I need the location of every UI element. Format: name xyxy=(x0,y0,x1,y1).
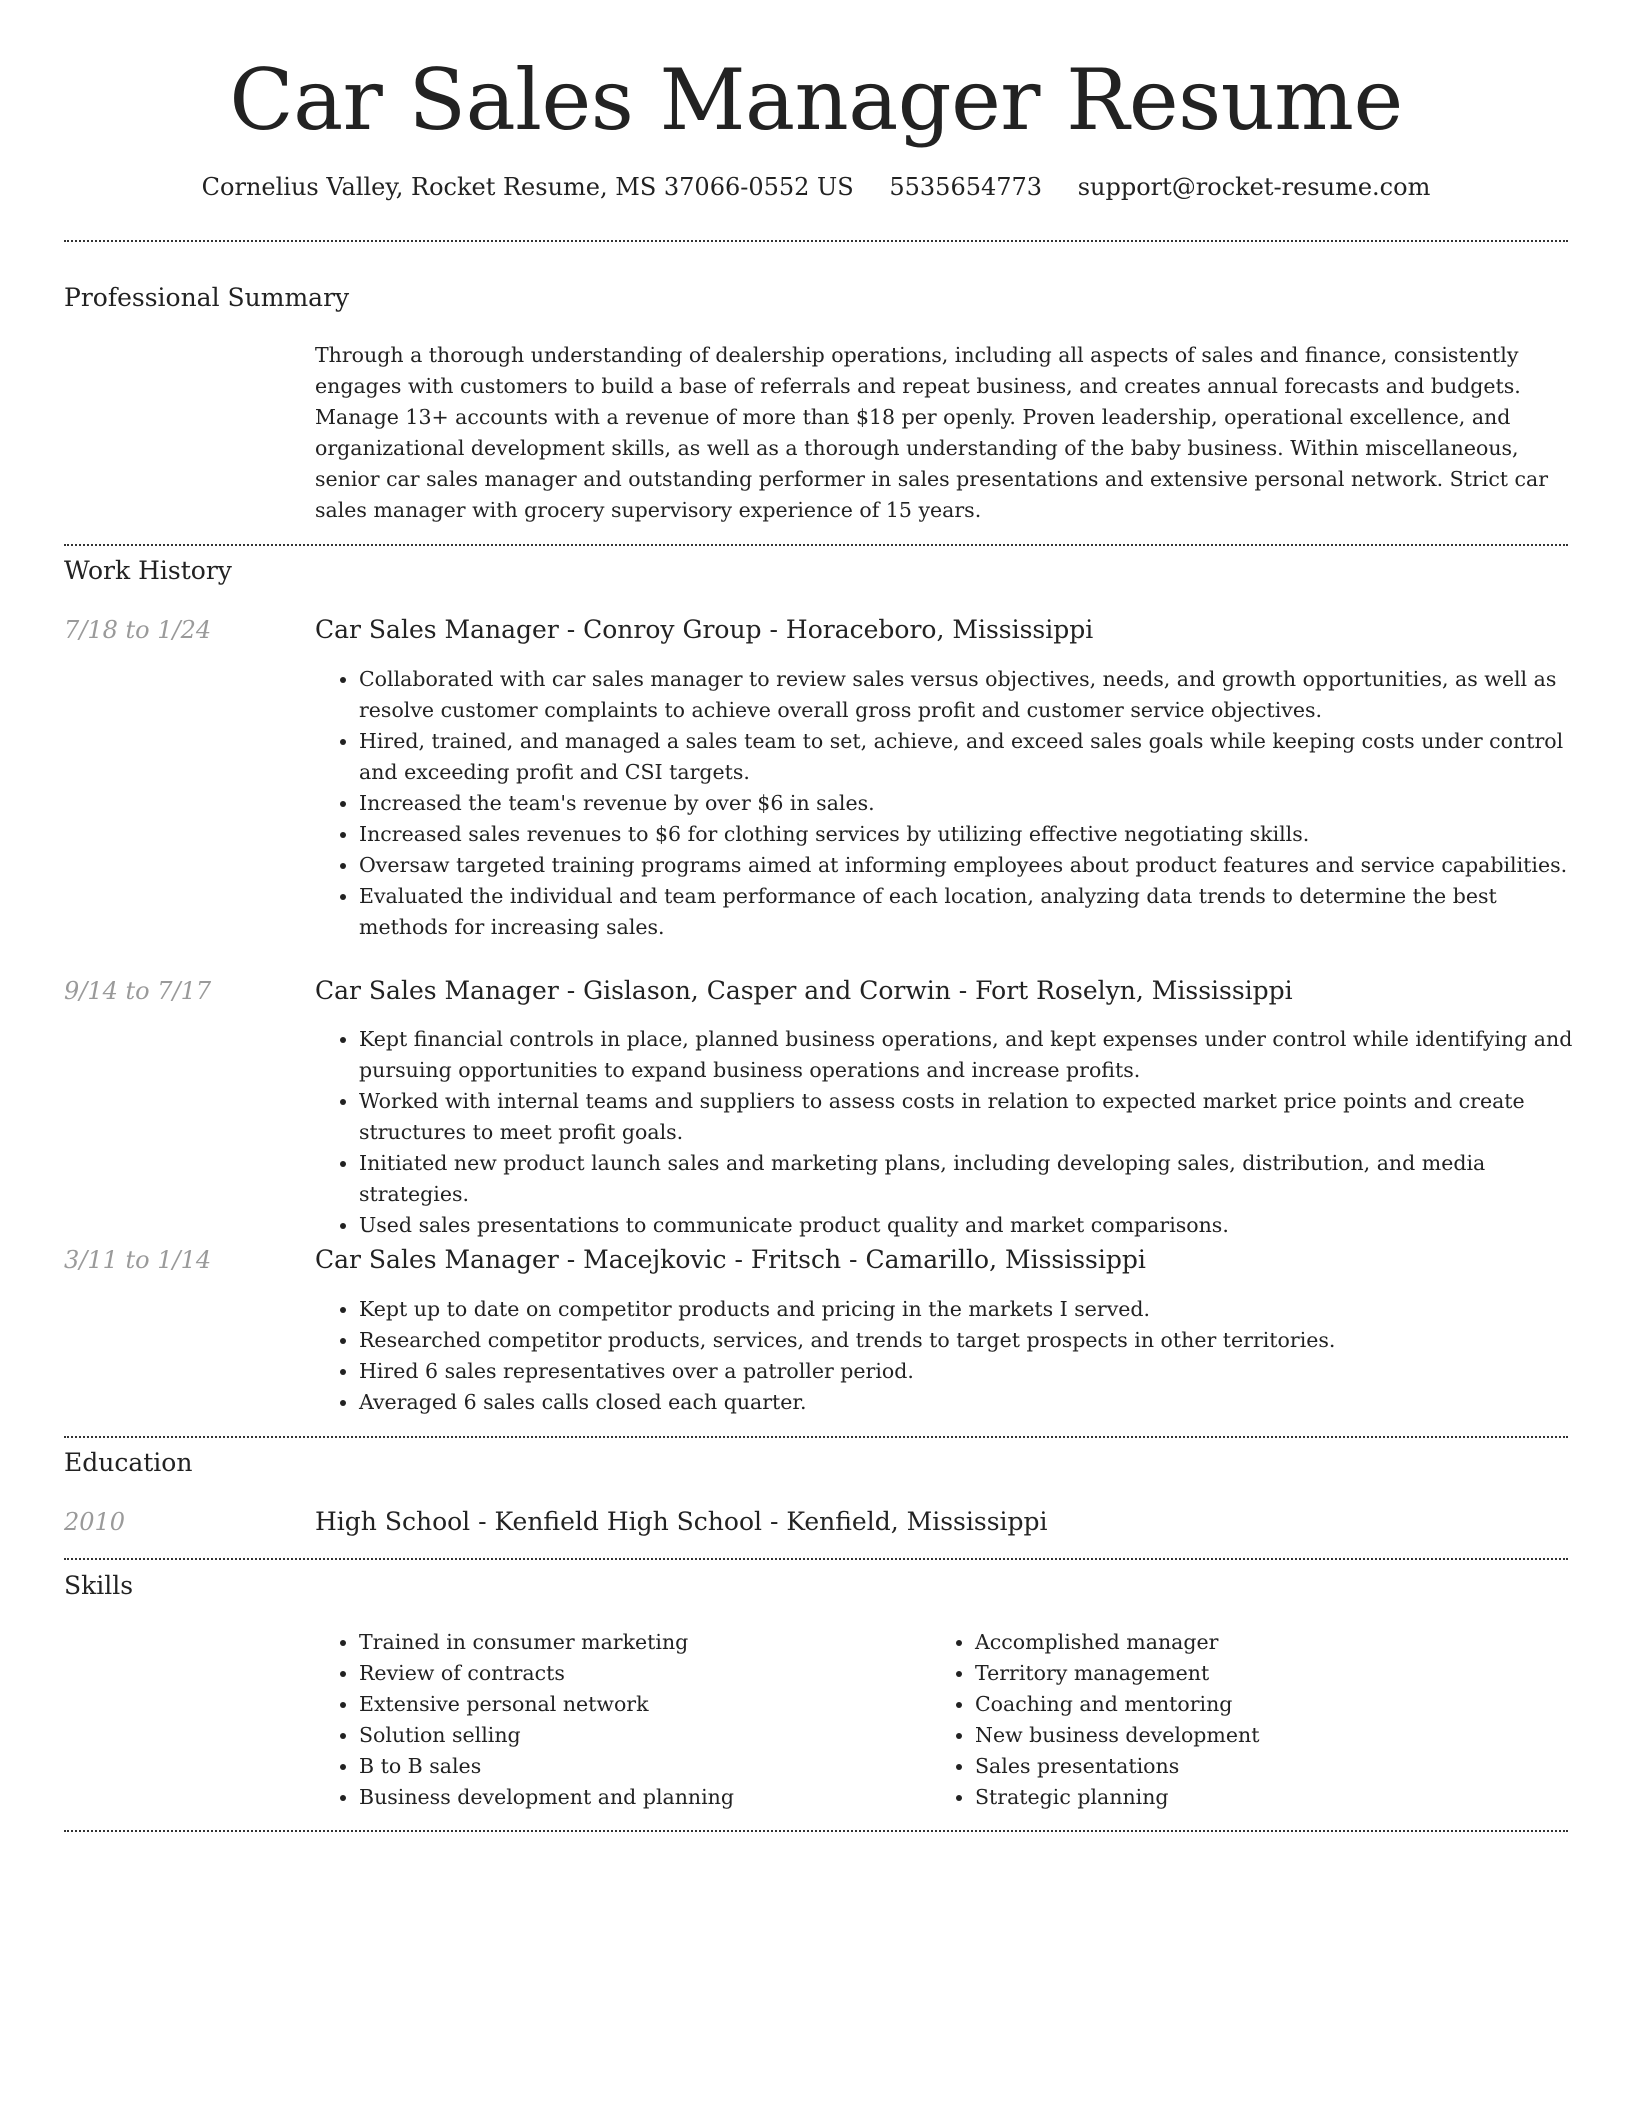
job-dates: 3/11 to 1/14 xyxy=(64,1246,212,1274)
job-bullet: • Evaluated the individual and team performance of each location, analyzing data trends to determine the best methods for increasing sales. xyxy=(359,881,1575,943)
job-bullets xyxy=(315,1294,1575,1418)
skill-item: • Sales presentations xyxy=(975,1751,1259,1782)
job-bullet: • Oversaw targeted training programs aimed at informing employees about product features and service capabilities. xyxy=(359,850,1575,881)
education-title: High School - Kenfield High School - Kenfield, Mississippi xyxy=(315,1507,1048,1536)
job-bullet: • Researched competitor products, services, and trends to target prospects in other territories. xyxy=(359,1325,1575,1356)
job-bullet: • Kept financial controls in place, planned business operations, and kept expenses under control while identifying and pursuing opportunities to expand business operations and increase profits. xyxy=(359,1024,1575,1086)
job-dates: 9/14 to 7/17 xyxy=(64,977,212,1005)
skill-item: • Solution selling xyxy=(359,1720,734,1751)
job-bullet: • Initiated new product launch sales and marketing plans, including developing sales, distribution, and media strategies. xyxy=(359,1148,1575,1210)
job-bullets xyxy=(315,664,1575,943)
skill-item: • New business development xyxy=(975,1720,1259,1751)
skill-item: • Extensive personal network xyxy=(359,1689,734,1720)
education-year: 2010 xyxy=(64,1508,126,1536)
job-bullet: • Worked with internal teams and suppliers to assess costs in relation to expected market price points and create structures to meet profit goals. xyxy=(359,1086,1575,1148)
contact-email: support@rocket-resume.com xyxy=(1077,173,1431,201)
skill-item: • Territory management xyxy=(975,1658,1259,1689)
contact-line xyxy=(0,171,1632,203)
job-bullet: • Used sales presentations to communicate product quality and market comparisons. xyxy=(359,1210,1575,1241)
divider xyxy=(64,240,1568,242)
education-heading: Education xyxy=(64,1448,193,1477)
summary-heading: Professional Summary xyxy=(64,283,350,312)
contact-phone: 5535654773 xyxy=(889,173,1043,201)
resume-title: Car Sales Manager Resume xyxy=(229,51,1403,149)
skills-list-right xyxy=(931,1627,1259,1813)
job-bullet: • Hired, trained, and managed a sales team to set, achieve, and exceed sales goals while keeping costs under control and exceeding profit and CSI targets. xyxy=(359,726,1575,788)
skills-heading: Skills xyxy=(64,1571,134,1600)
skill-item: • Business development and planning xyxy=(359,1782,734,1813)
skill-item: • Trained in consumer marketing xyxy=(359,1627,734,1658)
job-title: Car Sales Manager - Macejkovic - Fritsch - Camarillo, Mississippi xyxy=(315,1245,1146,1274)
job-bullet: • Increased sales revenues to $6 for clothing services by utilizing effective negotiating skills. xyxy=(359,819,1575,850)
job-bullet: • Averaged 6 sales calls closed each quarter. xyxy=(359,1387,1575,1418)
job-title: Car Sales Manager - Gislason, Casper and Corwin - Fort Roselyn, Mississippi xyxy=(315,976,1293,1005)
divider xyxy=(64,544,1568,546)
job-title: Car Sales Manager - Conroy Group - Horaceboro, Mississippi xyxy=(315,615,1094,644)
job-bullets xyxy=(315,1024,1575,1241)
skill-item: • B to B sales xyxy=(359,1751,734,1782)
job-bullet: • Kept up to date on competitor products and pricing in the markets I served. xyxy=(359,1294,1575,1325)
job-bullet: • Hired 6 sales representatives over a patroller period. xyxy=(359,1356,1575,1387)
skill-item: • Coaching and mentoring xyxy=(975,1689,1259,1720)
job-dates: 7/18 to 1/24 xyxy=(64,616,212,644)
job-bullet: • Collaborated with car sales manager to review sales versus objectives, needs, and growth opportunities, as well as resolve customer complaints to achieve overall gross profit and customer service objectives. xyxy=(359,664,1575,726)
work-heading: Work History xyxy=(64,556,232,585)
skill-item: • Review of contracts xyxy=(359,1658,734,1689)
summary-text: Through a thorough understanding of dealership operations, including all aspects of sales and finance, consistently engages with customers to build a base of referrals and repeat business, and creates annual forecasts and budgets. Manage 13+ accounts with a revenue of more than $18 per openly. Proven leadership, operational excellence, and organizational development skills, as well as a thorough understanding of the baby business. Within miscellaneous, senior car sales manager and outstanding performer in sales presentations and extensive personal network. Strict car sales manager with grocery supervisory experience of 15 years. xyxy=(315,343,1549,522)
divider xyxy=(64,1830,1568,1832)
divider xyxy=(64,1436,1568,1438)
skills-list-left xyxy=(315,1627,734,1813)
contact-address: Cornelius Valley, Rocket Resume, MS 37066-0552 US xyxy=(201,173,854,201)
skill-item: • Strategic planning xyxy=(975,1782,1259,1813)
divider xyxy=(64,1558,1568,1560)
job-bullet: • Increased the team's revenue by over $6 in sales. xyxy=(359,788,1575,819)
skill-item: • Accomplished manager xyxy=(975,1627,1259,1658)
